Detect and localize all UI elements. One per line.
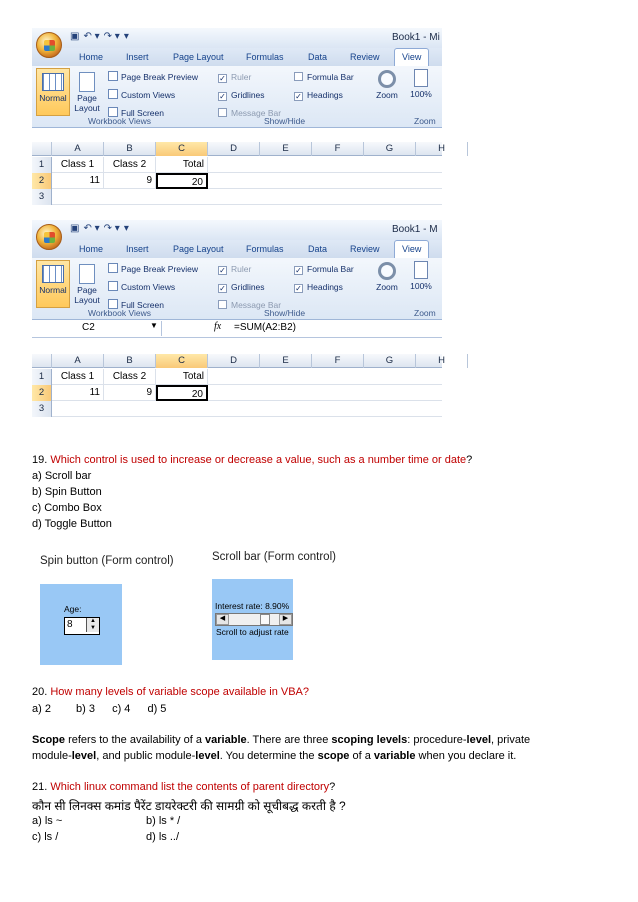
- question-19-text: Which control is used to increase or decrease a value, such as a number time or date: [50, 454, 467, 466]
- q21-option-c: c) ls /: [32, 831, 59, 843]
- scope-word-2: scope: [317, 750, 350, 762]
- row-header-3[interactable]: 3: [32, 401, 52, 417]
- table-row: [32, 189, 442, 205]
- col-b[interactable]: B: [104, 354, 156, 368]
- page-break-label: Page Break Preview: [121, 72, 199, 82]
- tab-home[interactable]: Home: [79, 52, 104, 62]
- custom-views-label: Custom Views: [121, 282, 176, 292]
- gridlines-check-icon: ✓: [219, 92, 226, 101]
- scope-text-2: . There are three: [246, 734, 332, 746]
- zoom-100-button[interactable]: [406, 260, 436, 291]
- formula-bar-check-icon: [294, 72, 303, 81]
- customize-qat-icon[interactable]: ▾: [123, 31, 129, 42]
- message-bar-check-icon: [218, 300, 227, 309]
- fx-icon[interactable]: fx: [214, 321, 222, 332]
- q21-option-d: d) ls ../: [146, 831, 180, 843]
- zoom-button[interactable]: [372, 68, 402, 100]
- table-row: [32, 173, 442, 189]
- cell-b1[interactable]: Class 2: [104, 369, 156, 385]
- ribbon: [32, 66, 442, 128]
- question-20-number: 20.: [32, 686, 48, 698]
- page-break-icon: [108, 263, 118, 273]
- formula-bar: [32, 320, 442, 338]
- headings-checkbox[interactable]: [294, 88, 343, 102]
- scope-text-5: module-: [32, 750, 72, 762]
- page-layout-view-button[interactable]: [72, 68, 102, 113]
- formula-input[interactable]: =SUM(A2:B2): [234, 322, 296, 333]
- question-20: [32, 686, 309, 698]
- q19-option-a: a) Scroll bar: [32, 470, 92, 482]
- group-show-hide: Show/Hide: [264, 116, 306, 126]
- q19-option-b: b) Spin Button: [32, 486, 102, 498]
- cell-a2[interactable]: 11: [52, 385, 104, 401]
- normal-label: Normal: [39, 93, 67, 103]
- q21-option-b: b) ls * /: [146, 815, 181, 827]
- gridlines-label: Gridlines: [231, 90, 265, 100]
- save-icon[interactable]: ▣: [70, 31, 80, 42]
- group-show-hide: Show/Hide: [264, 308, 306, 318]
- col-f[interactable]: F: [312, 142, 364, 156]
- col-g[interactable]: G: [364, 142, 416, 156]
- scroll-interest-label: Interest rate: 8.90%: [215, 601, 290, 611]
- cell-a2[interactable]: 11: [52, 173, 104, 189]
- zoom-button[interactable]: [372, 260, 402, 292]
- scroll-help-text: Scroll to adjust rate: [216, 627, 289, 637]
- ruler-label: Ruler: [231, 72, 252, 82]
- tab-insert[interactable]: Insert: [126, 244, 149, 254]
- q20-option-c: c) 4: [112, 703, 131, 715]
- redo-icon[interactable]: ↷ ▾: [103, 31, 120, 42]
- ribbon-tabs: [32, 48, 442, 66]
- spin-button-control[interactable]: [64, 617, 100, 635]
- table-row: [32, 385, 442, 401]
- magnifier-icon: [378, 70, 396, 88]
- tab-page-layout[interactable]: Page Layout: [173, 244, 224, 254]
- ribbon: [32, 258, 442, 320]
- scroll-left-arrow-icon[interactable]: ◀: [216, 614, 229, 625]
- normal-view-button[interactable]: [36, 68, 70, 116]
- page-break-preview-button[interactable]: [108, 262, 198, 276]
- spin-button-example: [40, 584, 122, 665]
- cell-a1[interactable]: Class 1: [52, 157, 104, 173]
- col-h[interactable]: H: [416, 354, 468, 368]
- scope-text-4: , private: [491, 734, 531, 746]
- spin-age-label: Age:: [64, 604, 82, 614]
- question-19-qmark: ?: [466, 454, 473, 466]
- page-layout-icon: [79, 264, 95, 284]
- cell-c1[interactable]: Total: [156, 157, 208, 173]
- gridlines-label: Gridlines: [231, 282, 265, 292]
- question-21-text: Which linux command list the contents of parent directory: [50, 781, 330, 793]
- question-19: [32, 454, 472, 466]
- level-word-3: level: [195, 750, 220, 762]
- table-row: [32, 369, 442, 385]
- tab-data[interactable]: Data: [308, 52, 328, 62]
- tab-insert[interactable]: Insert: [126, 52, 149, 62]
- col-c[interactable]: C: [156, 354, 208, 368]
- page-layout-view-button[interactable]: [72, 260, 102, 305]
- scope-word: Scope: [32, 734, 66, 746]
- custom-views-icon: [108, 281, 118, 291]
- select-all-corner[interactable]: [32, 354, 52, 368]
- scope-text-6: , and public module-: [96, 750, 196, 762]
- q19-option-c: c) Combo Box: [32, 502, 102, 514]
- normal-view-button[interactable]: [36, 260, 70, 308]
- spin-arrows-icon[interactable]: ▲ ▼: [86, 618, 99, 632]
- q20-option-b: b) 3: [76, 703, 95, 715]
- tab-formulas[interactable]: Formulas: [246, 244, 284, 254]
- cell-c2[interactable]: 20: [156, 385, 208, 401]
- message-bar-check-icon: [218, 108, 227, 117]
- custom-views-button[interactable]: [108, 280, 175, 294]
- col-e[interactable]: E: [260, 354, 312, 368]
- headings-label: Headings: [307, 90, 343, 100]
- office-button[interactable]: [36, 32, 62, 58]
- col-g[interactable]: G: [364, 354, 416, 368]
- excel-screenshot-1: [32, 28, 445, 206]
- zoom-100-button[interactable]: [406, 68, 436, 99]
- col-b[interactable]: B: [104, 142, 156, 156]
- scroll-bar-control[interactable]: [215, 613, 293, 626]
- col-h[interactable]: H: [416, 142, 468, 156]
- page-layout-label-2: Layout: [74, 103, 100, 113]
- custom-views-icon: [108, 89, 118, 99]
- tab-view[interactable]: View: [394, 48, 429, 66]
- headings-check-icon: ✓: [295, 284, 302, 293]
- level-word: level: [466, 734, 492, 746]
- zoom-100-label: 100%: [410, 281, 432, 291]
- formula-bar-checkbox[interactable]: [294, 262, 354, 276]
- col-f[interactable]: F: [312, 354, 364, 368]
- tab-data[interactable]: Data: [308, 244, 328, 254]
- save-icon[interactable]: ▣: [70, 223, 80, 234]
- name-box-dropdown-icon[interactable]: ▼: [150, 321, 158, 330]
- tab-page-layout[interactable]: Page Layout: [173, 52, 224, 62]
- name-box-value: C2: [82, 322, 95, 333]
- group-zoom: Zoom: [414, 116, 436, 126]
- ruler-checkbox[interactable]: [218, 70, 251, 84]
- ruler-checkbox[interactable]: [218, 262, 251, 276]
- group-workbook-views: Workbook Views: [88, 308, 151, 318]
- magnifier-icon: [378, 262, 396, 280]
- ruler-check-icon: ✓: [219, 266, 226, 275]
- table-row: [32, 401, 442, 417]
- table-row: [32, 157, 442, 173]
- spin-button-caption: Spin button (Form control): [40, 555, 174, 567]
- col-d[interactable]: D: [208, 354, 260, 368]
- headings-checkbox[interactable]: [294, 280, 343, 294]
- row-header-2[interactable]: 2: [32, 173, 52, 189]
- scope-text-8: of a: [349, 750, 374, 762]
- zoom-100-icon: [414, 261, 428, 279]
- question-21: [32, 781, 335, 793]
- ribbon-tabs: [32, 240, 442, 258]
- level-word-2: level: [71, 750, 97, 762]
- variable-word-2: variable: [373, 750, 416, 762]
- select-all-corner[interactable]: [32, 142, 52, 156]
- tab-review[interactable]: Review: [350, 244, 380, 254]
- column-headers: [32, 354, 445, 368]
- tab-view[interactable]: View: [394, 240, 429, 258]
- excel-screenshot-2: [32, 220, 445, 418]
- scroll-thumb[interactable]: [260, 614, 270, 625]
- gridlines-check-icon: ✓: [219, 284, 226, 293]
- zoom-label: Zoom: [376, 282, 398, 292]
- cell-c2[interactable]: 20: [156, 173, 208, 189]
- scope-text-1: refers to the availability of a: [65, 734, 206, 746]
- name-box[interactable]: [32, 321, 162, 336]
- title-bar: [32, 220, 442, 240]
- redo-icon[interactable]: ↷ ▾: [103, 223, 120, 234]
- window-title: Book1 - Mi: [392, 32, 440, 43]
- q20-options: [32, 703, 166, 715]
- cell-b2[interactable]: 9: [104, 173, 156, 189]
- tab-formulas[interactable]: Formulas: [246, 52, 284, 62]
- headings-label: Headings: [307, 282, 343, 292]
- col-c[interactable]: C: [156, 142, 208, 156]
- zoom-label: Zoom: [376, 90, 398, 100]
- tab-review[interactable]: Review: [350, 52, 380, 62]
- variable-word: variable: [205, 734, 247, 746]
- cell-c1[interactable]: Total: [156, 369, 208, 385]
- scroll-right-arrow-icon[interactable]: ▶: [279, 614, 292, 625]
- question-20-text: How many levels of variable scope available in VBA?: [50, 686, 309, 698]
- message-bar-label: Message Bar: [231, 300, 282, 310]
- cell-b2[interactable]: 9: [104, 385, 156, 401]
- scope-text-7: . You determine the: [219, 750, 318, 762]
- scope-text-3: : procedure-: [407, 734, 467, 746]
- title-bar: [32, 28, 442, 48]
- scope-paragraph-line-1: [32, 734, 530, 746]
- custom-views-label: Custom Views: [121, 90, 176, 100]
- row-header-3[interactable]: 3: [32, 189, 52, 205]
- quick-access-toolbar: [70, 223, 150, 238]
- col-d[interactable]: D: [208, 142, 260, 156]
- page-break-label: Page Break Preview: [121, 264, 199, 274]
- formula-bar-label: Formula Bar: [307, 72, 354, 82]
- custom-views-button[interactable]: [108, 88, 175, 102]
- normal-view-icon: [42, 73, 64, 91]
- message-bar-label: Message Bar: [231, 108, 282, 118]
- ruler-check-icon: ✓: [219, 74, 226, 83]
- formula-bar-label: Formula Bar: [307, 264, 354, 274]
- full-screen-label: Full Screen: [121, 300, 164, 310]
- office-button[interactable]: [36, 224, 62, 250]
- undo-icon[interactable]: ↶ ▾: [83, 31, 100, 42]
- scope-text-9: when you declare it.: [415, 750, 517, 762]
- scope-paragraph-line-2: [32, 750, 516, 762]
- column-headers: [32, 142, 445, 156]
- undo-icon[interactable]: ↶ ▾: [83, 223, 100, 234]
- full-screen-label: Full Screen: [121, 108, 164, 118]
- question-21-number: 21.: [32, 781, 48, 793]
- zoom-100-icon: [414, 69, 428, 87]
- spin-value: 8: [67, 619, 73, 630]
- q19-option-d: d) Toggle Button: [32, 518, 112, 530]
- row-header-2[interactable]: 2: [32, 385, 52, 401]
- page-break-preview-button[interactable]: [108, 70, 198, 84]
- formula-bar-checkbox[interactable]: [294, 70, 354, 84]
- gridlines-checkbox[interactable]: [218, 280, 265, 294]
- cell-b1[interactable]: Class 2: [104, 157, 156, 173]
- tab-home[interactable]: Home: [79, 244, 104, 254]
- headings-check-icon: ✓: [295, 92, 302, 101]
- page-layout-label-1: Page: [77, 285, 97, 295]
- q20-option-d: d) 5: [147, 703, 167, 715]
- cell-a1[interactable]: Class 1: [52, 369, 104, 385]
- question-19-number: 19.: [32, 454, 48, 466]
- scoping-levels-word: scoping levels: [331, 734, 408, 746]
- formula-bar-check-icon: ✓: [295, 266, 302, 275]
- question-21-hindi: कौन सी लिनक्स कमांड पैरेंट डायरेक्टरी की सामग्री को सूचीबद्ध करती है ?: [32, 799, 346, 813]
- question-21-qmark: ?: [329, 781, 336, 793]
- group-zoom: Zoom: [414, 308, 436, 318]
- ruler-label: Ruler: [231, 264, 252, 274]
- scroll-bar-caption: Scroll bar (Form control): [212, 551, 336, 563]
- page-layout-label-1: Page: [77, 93, 97, 103]
- col-a[interactable]: A: [52, 354, 104, 368]
- zoom-100-label: 100%: [410, 89, 432, 99]
- row-header-1[interactable]: 1: [32, 369, 52, 385]
- row-header-1[interactable]: 1: [32, 157, 52, 173]
- q21-option-a: a) ls ~: [32, 815, 63, 827]
- normal-label: Normal: [39, 285, 67, 295]
- q20-option-a: a) 2: [32, 703, 51, 715]
- col-e[interactable]: E: [260, 142, 312, 156]
- scroll-bar-example: [212, 579, 293, 660]
- normal-view-icon: [42, 265, 64, 283]
- col-a[interactable]: A: [52, 142, 104, 156]
- quick-access-toolbar: [70, 31, 150, 46]
- customize-qat-icon[interactable]: ▾: [123, 223, 129, 234]
- group-workbook-views: Workbook Views: [88, 116, 151, 126]
- page-break-icon: [108, 71, 118, 81]
- page-layout-icon: [79, 72, 95, 92]
- page-layout-label-2: Layout: [74, 295, 100, 305]
- window-title: Book1 - M: [392, 224, 438, 235]
- gridlines-checkbox[interactable]: [218, 88, 265, 102]
